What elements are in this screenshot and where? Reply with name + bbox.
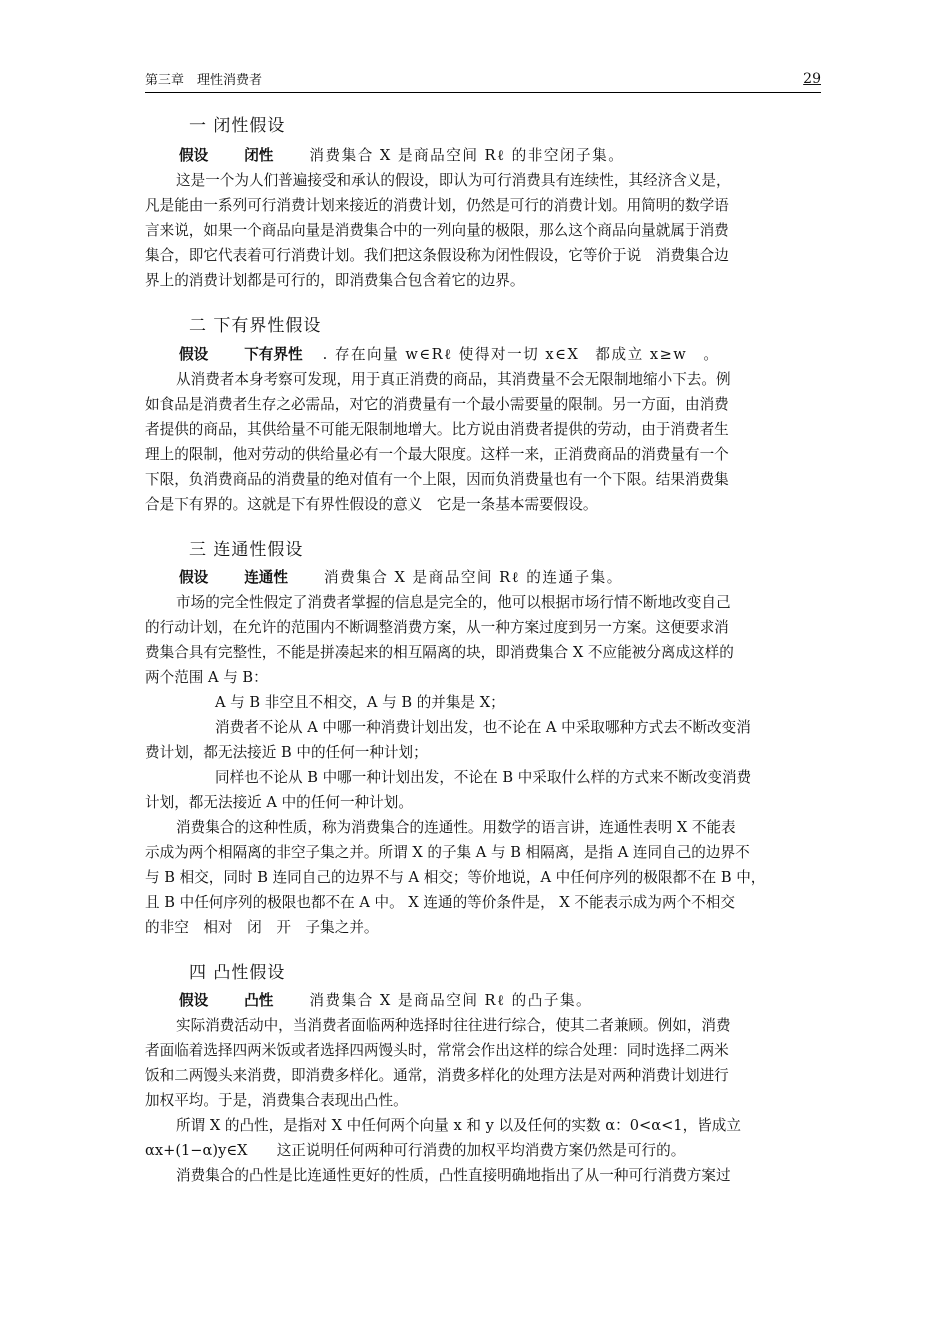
section-heading-connectedness: 三 连通性假设 [189,540,304,560]
hypothesis-closedness [145,143,821,168]
condition-line: 费计划，都无法接近 B 中的任何一种计划； [145,744,428,761]
paragraph-line: 从消费者本身考察可发现，用于真正消费的商品，其消费量不会无限制地缩小下去。例 [176,371,731,388]
hypothesis-label: 假设 [179,992,209,1009]
paragraph-line: 市场的完全性假定了消费者掌握的信息是完全的，他可以根据市场行情不断地改变自己 [176,594,731,611]
hypothesis-connectedness [145,565,821,590]
paragraph-line: 消费集合的这种性质，称为消费集合的连通性。用数学的语言讲，连通性表明 X 不能表 [176,819,736,836]
hypothesis-name: 闭性 [244,147,274,164]
paragraph-line: 的非空 相对 闭 开 子集之并。 [145,919,379,936]
paragraph-line: 合是下有界的。这就是下有界性假设的意义 它是一条基本需要假设。 [145,496,598,513]
chapter-title: 第三章 理性消费者 [145,73,263,88]
hypothesis-label: 假设 [179,569,209,586]
paragraph-line: 且 B 中任何序列的极限也都不在 A 中。 X 连通的等价条件是， X 不能表示成为两个不相交 [145,894,735,911]
paragraph-line: 凡是能由一系列可行消费计划来接近的消费计划，仍然是可行的消费计划。用简明的数学语 [145,197,729,214]
paragraph-line: 言来说，如果一个商品向量是消费集合中的一列向量的极限，那么这个商品向量就属于消费 [145,222,729,239]
section-heading-closedness: 一 闭性假设 [189,116,286,136]
hypothesis-name: 连通性 [244,569,288,586]
paragraph-line: 所谓 X 的凸性，是指对 X 中任何两个向量 x 和 y 以及任何的实数 α：0<α<1，皆成立 [176,1117,741,1134]
running-header [145,70,821,93]
formula-line: αx+(1−α)y∈X 这正说明任何两种可行消费的加权平均消费方案仍然是可行的。 [145,1142,686,1159]
paragraph-line: 消费集合的凸性是比连通性更好的性质，凸性直接明确地指出了从一种可行消费方案过 [176,1167,731,1184]
condition-line: A 与 B 非空且不相交，A 与 B 的并集是 X； [215,694,505,711]
paragraph-line: 两个范围 A 与 B： [145,669,268,686]
section-body-connectedness [145,565,821,940]
paragraph-line: 费集合具有完整性，不能是拼凑起来的相互隔离的块，即消费集合 X 不应能被分离成这样的 [145,644,734,661]
paragraph-line: 界上的消费计划都是可行的，即消费集合包含着它的边界。 [145,272,525,289]
hypothesis-lower-bounded [145,342,821,367]
paragraph-line: 者提供的商品，其供给量不可能无限制地增大。比方说由消费者提供的劳动，由于消费者生 [145,421,729,438]
paragraph-line: 集合，即它代表着可行消费计划。我们把这条假设称为闭性假设，它等价于说 消费集合边 [145,247,729,264]
paragraph-line: 者面临着选择四两米饭或者选择四两馒头时，常常会作出这样的综合处理：同时选择二两米 [145,1042,729,1059]
paragraph-line: 的行动计划，在允许的范围内不断调整消费方案，从一种方案过度到另一方案。这便要求消 [145,619,729,636]
section-body-closedness [145,143,821,293]
section-body-lower-bounded [145,342,821,517]
hypothesis-label: 假设 [179,147,209,164]
paragraph-line: 实际消费活动中，当消费者面临两种选择时往往进行综合，使其二者兼顾。例如，消费 [176,1017,731,1034]
hypothesis-name: 下有界性 [244,346,303,363]
paragraph-line: 示成为两个相隔离的非空子集之并。所谓 X 的子集 A 与 B 相隔离，是指 A 连同自己的边界不 [145,844,750,861]
section-heading-convexity: 四 凸性假设 [189,963,286,983]
hypothesis-statement: 消费集合 X 是商品空间 Rℓ 的连通子集。 [324,569,623,586]
paragraph-line: 与 B 相交，同时 B 连同自己的边界不与 A 相交；等价地说，A 中任何序列的极限都不在 B 中， [145,869,766,886]
paragraph-line: 如食品是消费者生存之必需品，对它的消费量有一个最小需要量的限制。另一方面，由消费 [145,396,729,413]
hypothesis-statement: 消费集合 X 是商品空间 Rℓ 的非空闭子集。 [309,147,625,164]
paragraph-line: 饭和二两馒头来消费，即消费多样化。通常，消费多样化的处理方法是对两种消费计划进行 [145,1067,729,1084]
hypothesis-statement: 消费集合 X 是商品空间 Rℓ 的凸子集。 [309,992,593,1009]
section-heading-lower-bounded: 二 下有界性假设 [189,316,322,336]
condition-line: 计划，都无法接近 A 中的任何一种计划。 [145,794,413,811]
paragraph-line: 理上的限制，他对劳动的供给量必有一个最大限度。这样一来，正消费商品的消费量有一个 [145,446,729,463]
paragraph-line: 加权平均。于是，消费集合表现出凸性。 [145,1092,408,1109]
condition-line: 消费者不论从 A 中哪一种消费计划出发，也不论在 A 中采取哪种方式去不断改变消 [215,719,751,736]
page-number: 29 [803,71,821,87]
condition-line: 同样也不论从 B 中哪一种计划出发，不论在 B 中采取什么样的方式来不断改变消费 [215,769,752,786]
section-body-convexity [145,988,821,1188]
paragraph-line: 下限，负消费商品的消费量的绝对值有一个上限，因而负消费量也有一个下限。结果消费集 [145,471,729,488]
hypothesis-statement: . 存在向量 w∈Rℓ 使得对一切 x∈X 都成立 x≥w 。 [322,346,720,363]
hypothesis-convexity [145,988,821,1013]
paragraph-line: 这是一个为人们普遍接受和承认的假设，即认为可行消费具有连续性，其经济含义是， [176,172,731,189]
hypothesis-name: 凸性 [244,992,274,1009]
hypothesis-label: 假设 [179,346,209,363]
